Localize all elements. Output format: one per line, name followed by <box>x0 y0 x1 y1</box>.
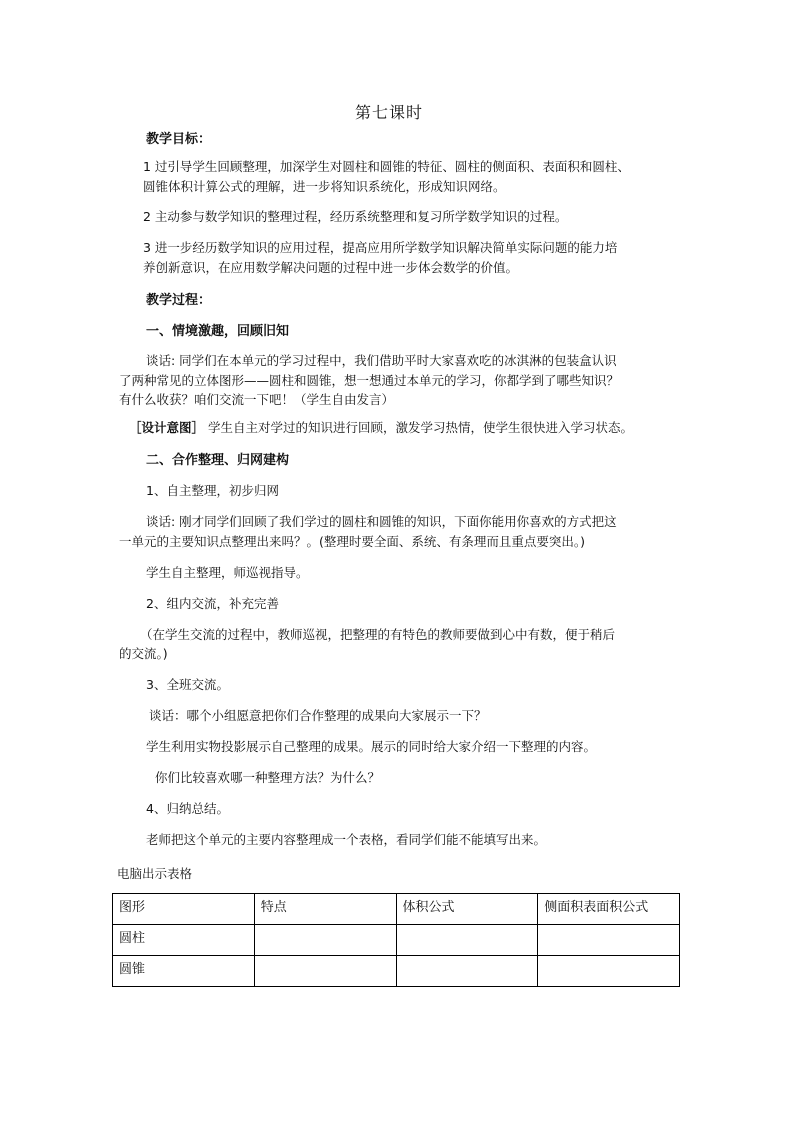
table-caption: 电脑出示表格 <box>117 866 193 881</box>
table-cell <box>254 925 396 956</box>
section1-talk-line1: 谈话: 同学们在本单元的学习过程中，我们借助平时大家喜欢吃的冰淇淋的包装盒认识 <box>146 353 617 368</box>
step3-question: 你们比较喜欢哪一种整理方法？为什么？ <box>155 770 381 785</box>
table-header-cell: 图形 <box>113 894 255 925</box>
objective-3-line2: 养创新意识，在应用数学解决问题的过程中进一步体会数学的价值。 <box>143 260 519 275</box>
step1-talk-line1: 谈话: 刚才同学们回顾了我们学过的圆柱和圆锥的知识，下面你能用你喜欢的方式把这 <box>146 514 617 529</box>
table-cell: 圆锥 <box>113 956 255 987</box>
table-cell <box>254 956 396 987</box>
table-header-cell: 侧面积表面积公式 <box>538 894 680 925</box>
table-cell: 圆柱 <box>113 925 255 956</box>
step1-talk-line2: 一单元的主要知识点整理出来吗？。(整理时要全面、系统、有条理而且重点要突出。) <box>119 534 586 549</box>
shapes-table <box>112 893 680 987</box>
objectives-heading: 教学目标： <box>146 132 212 147</box>
table-row <box>113 925 680 956</box>
page-title: 第七课时 <box>355 103 424 122</box>
step4-heading: 4、归纳总结。 <box>146 801 229 816</box>
table-header-row <box>113 894 680 925</box>
table-cell <box>538 925 680 956</box>
table-cell <box>396 925 538 956</box>
table-header-cell: 体积公式 <box>396 894 538 925</box>
step1-note: 学生自主整理，师巡视指导。 <box>146 565 309 580</box>
step2-heading: 2、组内交流，补充完善 <box>146 596 279 611</box>
step3-talk: 谈话：哪个小组愿意把你们合作整理的成果向大家展示一下？ <box>149 708 487 723</box>
design-intent-text: 学生自主对学过的知识进行回顾，激发学习热情，使学生很快进入学习状态。 <box>208 420 634 435</box>
step2-note-line2: 的交流。) <box>119 646 168 661</box>
process-heading: 教学过程： <box>146 293 212 308</box>
section1-talk-line3: 有什么收获？咱们交流一下吧！（学生自由发言） <box>119 392 395 407</box>
section1-heading: 一、情境激趣，回顾旧知 <box>146 324 290 339</box>
design-intent <box>129 418 633 436</box>
objective-3-line1: 3 进一步经历数学知识的应用过程，提高应用所学数学知识解决简单实际问题的能力培 <box>143 240 618 255</box>
step4-note: 老师把这个单元的主要内容整理成一个表格，看同学们能不能填写出来。 <box>146 832 547 847</box>
section1-talk-line2: 了两种常见的立体图形——圆柱和圆锥，想一想通过本单元的学习，你都学到了哪些知识？ <box>119 373 620 388</box>
objective-2: 2 主动参与数学知识的整理过程，经历系统整理和复习所学数学知识的过程。 <box>143 209 568 224</box>
objective-1-line2: 圆锥体积计算公式的理解，进一步将知识系统化，形成知识网络。 <box>143 179 506 194</box>
objective-1-line1: 1 过引导学生回顾整理，加深学生对圆柱和圆锥的特征、圆柱的侧面积、表面积和圆柱、 <box>143 159 630 174</box>
table-row <box>113 956 680 987</box>
table-header-cell: 特点 <box>254 894 396 925</box>
design-intent-label: ［设计意图］ <box>129 420 205 435</box>
step3-note: 学生利用实物投影展示自己整理的成果。展示的同时给大家介绍一下整理的内容。 <box>146 739 597 754</box>
table-cell <box>396 956 538 987</box>
section2-heading: 二、合作整理、归网建构 <box>146 453 290 468</box>
step2-note-line1: （在学生交流的过程中，教师巡视，把整理的有特色的教师要做到心中有数，便于稍后 <box>140 627 616 642</box>
step3-heading: 3、全班交流。 <box>146 677 229 692</box>
step1-heading: 1、自主整理，初步归网 <box>146 483 279 498</box>
table-cell <box>538 956 680 987</box>
